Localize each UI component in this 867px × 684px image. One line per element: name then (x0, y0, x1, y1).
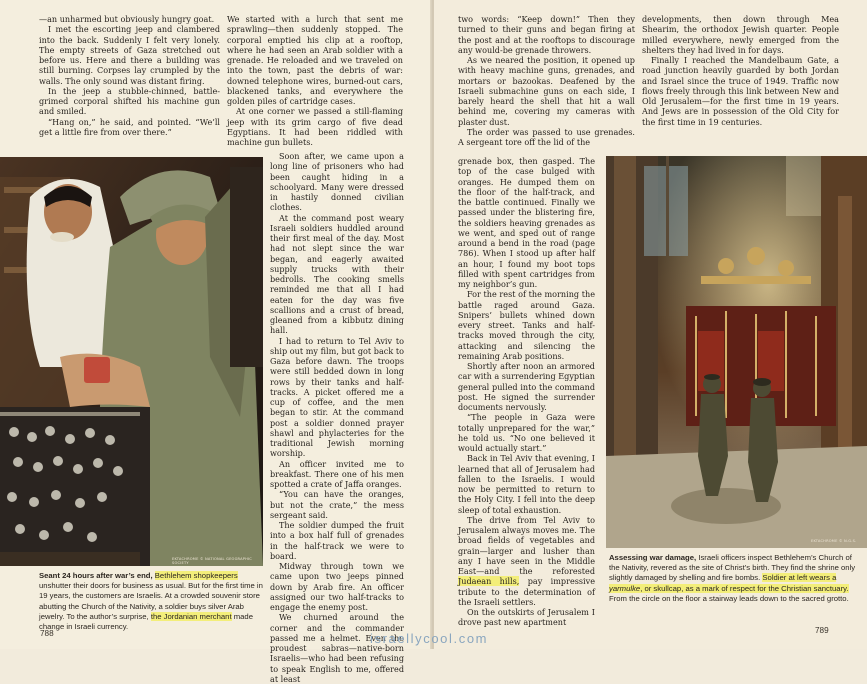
left-side-column (270, 151, 404, 684)
photo-credit: EKTACHROME © N.G.S. (811, 539, 857, 543)
paragraph: I met the escorting jeep and clambered into the back. Suddenly I felt very lonely. The empty streets of Gaza stretched out before us. Here and there a building was still burning. Corpses lay crumpled by the walls. The only sound was distant firing. (39, 24, 220, 86)
caption-text: , or skullcap, as a mark of respect for the Christian sanctuary. (640, 583, 849, 593)
paragraph: The order was passed to use grenades. A sergeant tore off the lid of the (458, 126, 635, 147)
highlighted-text: Bethlehem shopkeepers (154, 571, 238, 580)
watermark: israellycool.com (370, 631, 489, 646)
paragraph: On the outskirts of Jerusalem I drove past new apartment (458, 607, 595, 628)
paragraph: two words: “Keep down!” Then they turned to their guns and began firing at the post and at the rooftops to discourage any would-be grenade throwers. (458, 14, 635, 55)
caption-text: made change in Israeli currency. (39, 611, 253, 632)
left-top-column-1 (39, 14, 220, 144)
paragraph: Soon after, we came upon a long line of prisoners who had been caught hiding in a schoolyard. Many were dressed in hastily donned civilian clothes. (270, 151, 404, 213)
paragraph: Shortly after noon an armored car with a surrendering Egyptian general pulled into the command post. He signed the surrender documents nervously. (458, 361, 595, 412)
paragraph: Finally I reached the Mandelbaum Gate, a road junction heavily guarded by both Jordan and Israel since the truce of 1949. Traffic now flows freely through this link between New and Old Jerusalem—for the first time in 19 years. And Jews are in possession of the Old City for the first time in 19 centuries. (642, 55, 839, 127)
right-column-1-top (458, 14, 635, 156)
paragraph: —an unharmed but obviously hungry goat. (39, 14, 215, 24)
paragraph: developments, then down through Mea Shearim, the orthodox Jewish quarter. People milled everywhere, newly emerged from the shelters they had lived in for days. (642, 14, 839, 55)
caption-text: Israeli officers inspect Bethlehem’s Church of the Nativity, revered as the site of Christ’s birth. They find the shrine only slightly damaged by shelling and fire bombs. (609, 553, 856, 583)
page-number: 788 (40, 629, 54, 638)
paragraph: “Hang on,” he said, and pointed. “We’ll get a little fire from over there.” (39, 116, 220, 137)
right-page (434, 0, 867, 649)
paragraph: I had to return to Tel Aviv to ship out my film, but got back to Gaza before dawn. The troops were still bedded down in long rows by their tanks and half-tracks. A picket offered me a cup of coffee, and the men began to stir. At the command post a soldier donned prayer shawl and phylacteries for the traditional Jewish morning worship. (270, 335, 404, 459)
paragraph: As we neared the position, it opened up with heavy machine guns, grenades, and mortars or bazookas. Deafened by the Israeli submachine guns on each side, I barely heard the shell that hit a wall behind me, covering my cameras with plaster dust. (458, 55, 635, 127)
paragraph: We churned around the corner and the commander passed me a helmet. Even the proudest sabras—native-born Israelis—who had been refusing to speak English to me, offered at least (270, 612, 404, 684)
caption-lead: Assessing war damage, (609, 553, 697, 562)
paragraph: In the jeep a stubble-chinned, battle-grimed corporal shifted his machine gun and smiled. (39, 85, 220, 117)
left-photo-caption (39, 571, 265, 632)
highlighted-text: Judaean hills, (458, 576, 520, 587)
left-top-column-2 (227, 14, 403, 147)
highlighted-text: the Jordanian merchant (150, 611, 232, 621)
left-page (0, 0, 432, 684)
paragraph: grenade box, then gasped. The top of the case bulged with oranges. He dumped them on the floor of the half-track, and the battle continued. Finally we passed under the blistering fire, the soldiers heaving grenades as we went, and sped out of range around a bend in the road (page 786). When I stood up after half an hour, I found my boot tops filled with spent cartridges from my neighbor’s gun. (458, 156, 595, 289)
bethlehem-shop-photo (0, 157, 263, 566)
caption-text: From the circle on the floor a stairway leads down to the sacred grotto. (609, 593, 849, 603)
paragraph-text: The drive from Tel Aviv to Jerusalem always moves me. The broad fields of vegetables and grain—larger and lusher than any I have seen in the Middle East—and the reforested (458, 514, 595, 576)
paragraph: “You can have the oranges, but not the crate,” the mess sergeant said. (270, 489, 404, 520)
caption-lead: Seant 24 hours after war’s end, (39, 571, 153, 580)
right-column-2-top (642, 14, 839, 154)
paragraph: We started with a lurch that sent me sprawling—then suddenly stopped. The corporal emptied his clip at a rooftop, where he had seen an Arab soldier with a grenade. He reloaded and we traveled on into the town, past the debris of war: downed telephone wires, burned-out cars, blackened tanks, and everywhere the golden piles of cartridge cases. (227, 14, 403, 106)
paragraph: An officer invited me to breakfast. There one of his men spotted a crate of Jaffa oranges. (270, 458, 404, 489)
officers-in-church-illustration (606, 156, 867, 548)
photo-credit: EKTACHROME © NATIONAL GEOGRAPHIC SOCIETY (172, 557, 253, 565)
page-number: 789 (815, 626, 829, 635)
paragraph: Back in Tel Aviv that evening, I learned that all of Jerusalem had fallen to the Israelis. I would now be permitted to return to the Holy City. I fell into the deep sleep of total exhaustion. (458, 453, 595, 515)
caption-text: yarmulke (609, 583, 641, 593)
paragraph: At one corner we passed a still-flaming jeep with its grim cargo of five dead Egyptians. It had been riddled with machine gun bullets. (227, 106, 403, 147)
caption-text: unshutter their doors for business as usual. But for the first time in 19 years, the customers are Israelis. At a crowded souvenir store abutting the Church of the Nativity, a soldier buys silver Arab jewelry. To the author’s surprise, (39, 581, 263, 621)
caption-text: Soldier at left wears a (762, 573, 837, 583)
church-of-nativity-photo (606, 156, 867, 548)
paragraph: For the rest of the morning the battle raged around Gaza. Snipers’ bullets whined down every street. Tanks and half-tracks moved through the city, attacking and silencing the remaining Arab positions. (458, 289, 595, 361)
paragraph-text: pay impressive tribute to the determination of the Israeli settlers. (458, 576, 596, 607)
paragraph: Midway through town we came upon two jeeps pinned down by Arab fire. An officer assigned our two half-tracks to engage the enemy post. (270, 561, 404, 612)
paragraph: At the command post weary Israeli soldiers huddled around their first meal of the day. Most had not slept since the war began, and eagerly awaited supply trucks with their bedrolls. The cooking smells reminded me that all I had eaten for the day was five scallions and a crust of bread, gleaned from a kibbutz dining hall. (270, 212, 404, 336)
soldier-buying-jewelry-illustration (0, 157, 263, 566)
paragraph: “The people in Gaza were totally unprepared for the war,” he told us. “No one believed it would actually start.” (458, 412, 595, 453)
right-photo-caption (609, 553, 861, 625)
paragraph: The soldier dumped the fruit into a box half full of grenades in the half-track we were to board. (270, 520, 404, 561)
paragraph (458, 515, 595, 607)
right-column-1-bottom (458, 156, 595, 638)
